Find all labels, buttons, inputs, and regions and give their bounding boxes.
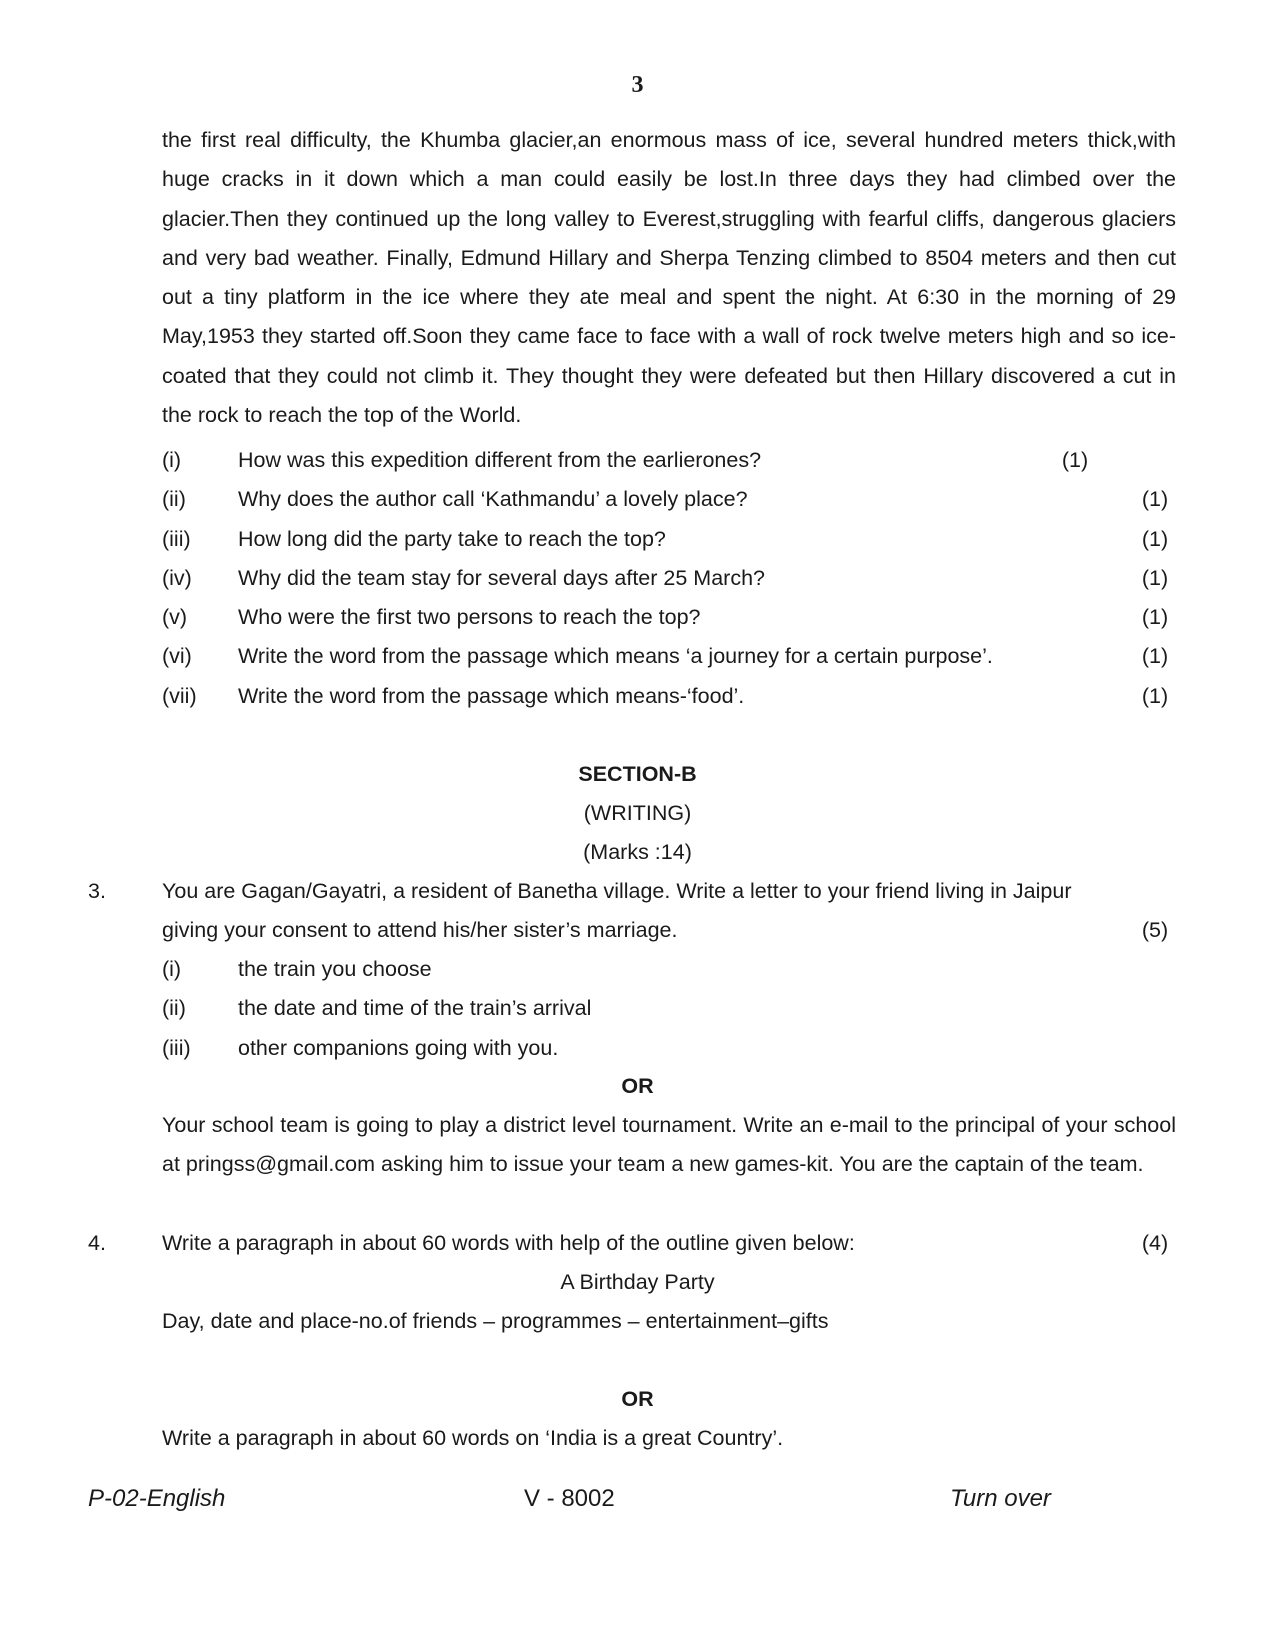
question-number: (i): [162, 448, 182, 472]
footer-paper-code: V - 8002: [524, 1485, 615, 1512]
question-row: [162, 559, 1176, 598]
question-4-marks: (4): [1141, 1231, 1169, 1255]
paragraph-outline: Day, date and place-no.of friends – programmes – entertainment–gifts: [162, 1309, 829, 1333]
comprehension-questions: [162, 441, 1176, 716]
question-text: How was this expedition different from the earlierones?: [238, 448, 762, 472]
letter-points: [162, 950, 1176, 1068]
question-number: (iv): [162, 565, 192, 590]
question-row: [162, 480, 1176, 519]
question-3-alternative: Your school team is going to play a district level tournament. Write an e-mail to the principal of your school at pringss@gmail.com asking him to issue your team a new games-kit. You are the captain of the team.: [162, 1113, 1176, 1177]
question-text: How long did the party take to reach the top?: [238, 526, 666, 551]
point-text: the date and time of the train’s arrival: [238, 996, 592, 1021]
question-4-alternative: Write a paragraph in about 60 words on ‘India is a great Country’.: [162, 1426, 784, 1450]
question-row: [162, 520, 1176, 559]
section-title: SECTION-B: [578, 762, 697, 786]
question-row: [162, 441, 1176, 480]
paragraph-topic: A Birthday Party: [560, 1270, 715, 1294]
question-number: (vi): [162, 644, 192, 669]
section-subtitle: (WRITING): [583, 801, 692, 825]
question-text: Write the word from the passage which means-‘food’.: [238, 683, 745, 708]
question-4-number: 4.: [88, 1231, 106, 1255]
question-number: (ii): [162, 487, 186, 512]
question-text: Why does the author call ‘Kathmandu’ a lovely place?: [238, 487, 748, 512]
point-text: other companions going with you.: [238, 1035, 559, 1060]
question-number: (v): [162, 605, 188, 630]
reading-passage: the first real difficulty, the Khumba glacier,an enormous mass of ice, several hundred meters thick,with huge cracks in it down which a man could easily be lost.In three days they had climbed over the glacier.Then they continued up the long valley to Everest,struggling with fearful cliffs, dangerous glaciers and very bad weather. Finally, Edmund Hillary and Sherpa Tenzing climbed to 8504 meters and then cut out a tiny platform in the ice where they ate meal and spent the night. At 6:30 in the morning of 29 May,1953 they started off.Soon they came face to face with a wall of rock twelve meters high and so ice-coated that they could not climb it. They thought they were defeated but then Hillary discovered a cut in the rock to reach the top of the World.: [162, 128, 1176, 428]
question-3-line-1: You are Gagan/Gayatri, a resident of Banetha village. Write a letter to your friend living in Jaipur: [162, 879, 1072, 903]
or-divider: OR: [621, 1387, 654, 1411]
question-number: (iii): [162, 526, 191, 551]
question-marks: (1): [1141, 605, 1169, 630]
question-marks: (1): [1141, 683, 1169, 708]
question-3-line-2: giving your consent to attend his/her sister’s marriage.: [162, 918, 678, 942]
list-item: [162, 950, 1176, 989]
footer-turn-over: Turn over: [950, 1485, 1051, 1512]
point-number: (ii): [162, 996, 186, 1021]
question-marks: (1): [1141, 526, 1169, 551]
question-marks: (1): [1061, 448, 1089, 472]
question-marks: (1): [1141, 487, 1169, 512]
point-text: the train you choose: [238, 957, 432, 981]
question-row: [162, 637, 1176, 676]
list-item: [162, 1029, 1176, 1068]
list-item: [162, 989, 1176, 1028]
question-number: (vii): [162, 683, 197, 708]
question-text: Who were the first two persons to reach the top?: [238, 605, 701, 630]
question-marks: (1): [1141, 565, 1169, 590]
section-marks: (Marks :14): [583, 840, 692, 864]
footer-subject-code: P-02-English: [88, 1485, 226, 1512]
question-row: [162, 598, 1176, 637]
question-text: Why did the team stay for several days after 25 March?: [238, 565, 765, 590]
question-3-marks: (5): [1141, 918, 1169, 942]
question-4-text: Write a paragraph in about 60 words with help of the outline given below:: [162, 1231, 855, 1255]
question-3-number: 3.: [88, 879, 106, 903]
question-marks: (1): [1141, 644, 1169, 669]
point-number: (iii): [162, 1035, 191, 1060]
question-row: [162, 677, 1176, 716]
question-text: Write the word from the passage which means ‘a journey for a certain purpose’.: [238, 644, 993, 669]
or-divider: OR: [621, 1074, 654, 1098]
page-number: 3: [631, 72, 644, 98]
point-number: (i): [162, 957, 182, 981]
